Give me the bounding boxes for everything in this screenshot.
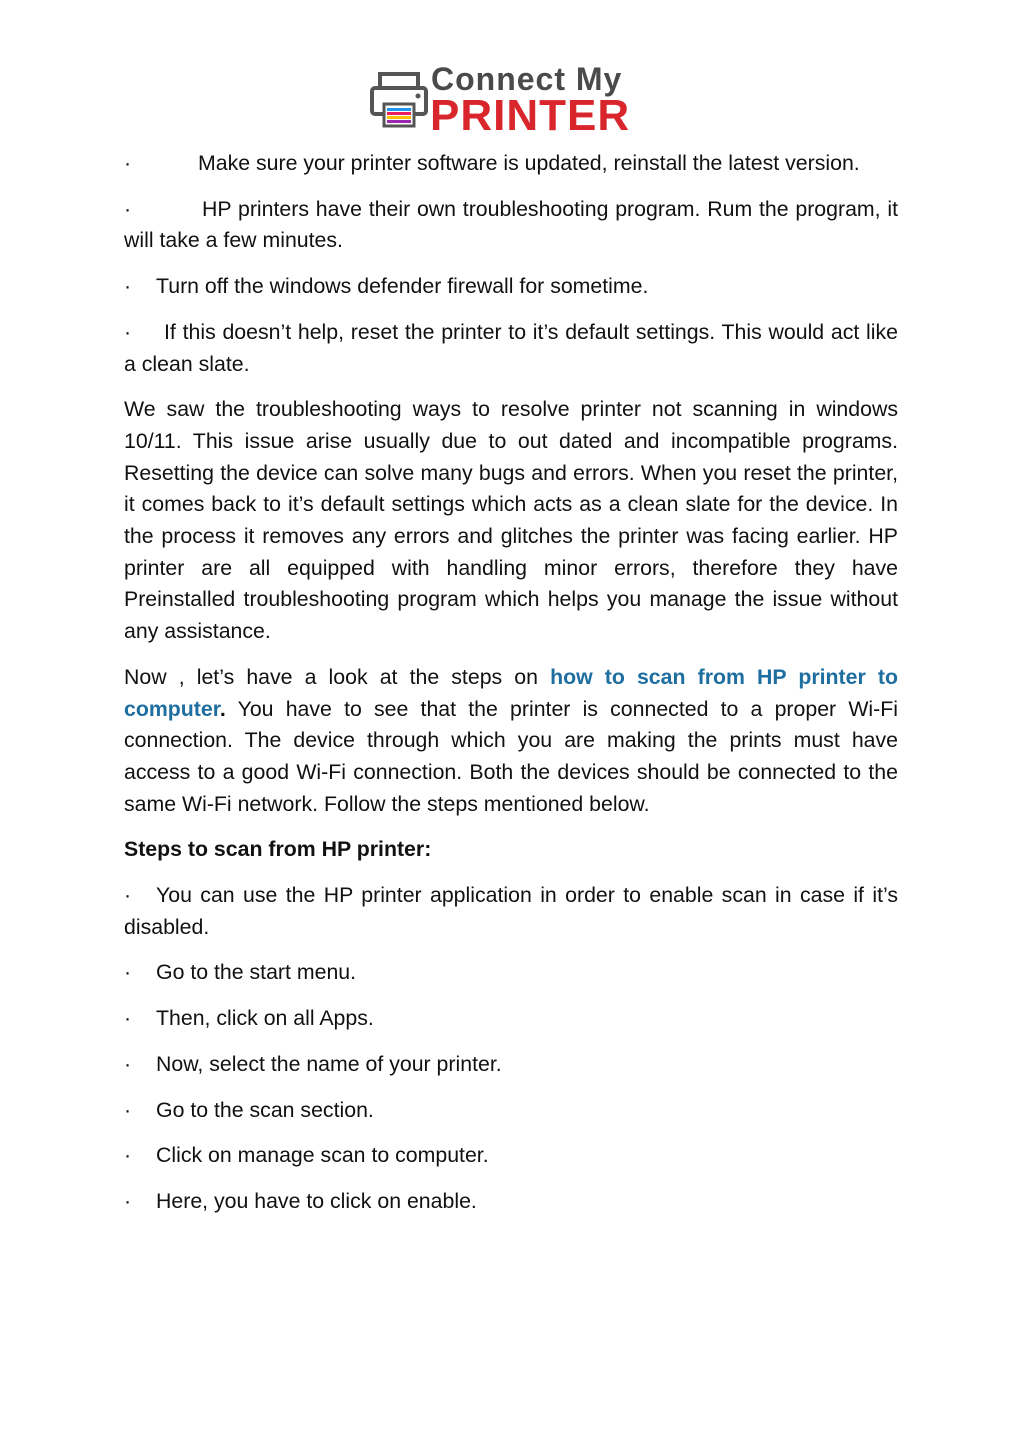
step-text: Here, you have to click on enable. (156, 1188, 477, 1213)
document-body (124, 148, 898, 1232)
step-item (124, 1095, 898, 1127)
bullet-item (124, 271, 898, 303)
step-item (124, 1003, 898, 1035)
scan-guide-link[interactable]: how to scan from HP printer to computer (124, 664, 898, 721)
step-item (124, 1049, 898, 1081)
bullet-marker: · (124, 151, 132, 175)
logo (370, 62, 660, 138)
bullet-marker: · (124, 883, 132, 908)
intro-text: Now , let’s have a look at the steps on (124, 664, 551, 689)
bullet-marker: · (124, 1188, 132, 1213)
step-text: Then, click on all Apps. (156, 1006, 374, 1031)
bullet-marker: · (124, 274, 132, 299)
printer-icon (370, 72, 428, 130)
bullet-marker: · (124, 1097, 132, 1122)
step-item (124, 1186, 898, 1218)
bullet-text: Turn off the windows defender firewall for sometime. (156, 274, 649, 299)
bullet-item (124, 148, 898, 180)
logo-line-2: PRINTER (430, 91, 631, 140)
bullet-marker: · (124, 1006, 132, 1031)
paragraph-steps-intro (124, 662, 898, 821)
steps-heading: Steps to scan from HP printer: (124, 837, 432, 862)
bullet-text: HP printers have their own troubleshooting program. Rum the program, it will take a few minutes. (124, 196, 898, 253)
step-text: You can use the HP printer application in order to enable scan in case if it’s disabled. (124, 883, 898, 939)
logo-line-1: Connect My (431, 61, 623, 97)
step-item (124, 880, 898, 943)
step-text: Now, select the name of your printer. (156, 1051, 502, 1076)
bullet-marker: · (124, 1051, 132, 1076)
bullet-marker: · (124, 319, 132, 344)
bullet-item (124, 317, 898, 380)
intro-text-rest: You have to see that the printer is connected to a proper Wi-Fi connection. The device through which you are making the prints must have access to a good Wi-Fi connection. Both the devices should be connected to the same Wi-Fi network. Follow the steps mentioned below. (124, 696, 898, 816)
bullet-marker: · (124, 196, 132, 221)
bullet-item (124, 194, 898, 257)
bullet-text: If this doesn’t help, reset the printer to it’s default settings. This would act like a clean slate. (124, 319, 898, 376)
paragraph-summary: We saw the troubleshooting ways to resolve printer not scanning in windows 10/11. This issue arise usually due to out dated and incompatible programs. Resetting the device can solve many bugs and errors. When you reset the printer, it comes back to it’s default settings which acts as a clean slate for the device. In the process it removes any errors and glitches the printer was facing earlier. HP printer are all equipped with handling minor errors, therefore they have Preinstalled troubleshooting program which helps you manage the issue without any assistance. (124, 397, 898, 644)
bullet-marker: · (124, 960, 132, 985)
step-item (124, 1140, 898, 1172)
bullet-marker: · (124, 1143, 132, 1168)
step-text: Go to the start menu. (156, 960, 357, 985)
step-item (124, 957, 898, 989)
bullet-text: Make sure your printer software is updated, reinstall the latest version. (198, 151, 860, 175)
step-text: Go to the scan section. (156, 1097, 374, 1122)
link-period: . (219, 696, 226, 721)
step-text: Click on manage scan to computer. (156, 1143, 489, 1168)
